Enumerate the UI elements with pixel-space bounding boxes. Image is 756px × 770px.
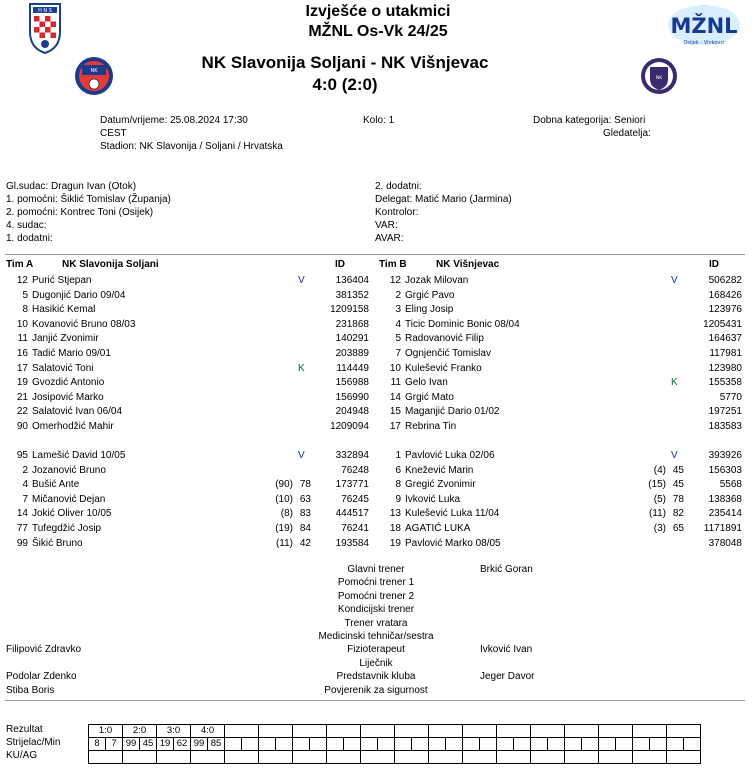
- player-name: Tufegdžić Josip: [32, 523, 102, 534]
- player-mark: V: [671, 275, 678, 286]
- staff-role: Medicinski tehničar/sestra: [318, 631, 434, 642]
- player-number: 8: [395, 479, 401, 491]
- player-row: [379, 507, 744, 520]
- team-b-id-header: ID: [709, 259, 719, 270]
- player-number: 6: [395, 464, 401, 476]
- player-row: [6, 449, 371, 462]
- player-number: 17: [16, 362, 28, 374]
- scorer-cell: [225, 738, 242, 751]
- player-number: 90: [16, 421, 28, 432]
- score-cell: 1:0: [89, 725, 123, 738]
- sub-for: (19): [275, 523, 293, 534]
- score-cell: [497, 725, 531, 738]
- player-id: 197251: [708, 406, 742, 418]
- player-id: 156990: [335, 391, 369, 403]
- sub-minute: 84: [299, 523, 311, 534]
- score-cell: [225, 725, 259, 738]
- player-number: 7: [395, 348, 401, 359]
- team-b-label: Tim B: [379, 259, 407, 270]
- ku-ag-cell: [429, 751, 463, 764]
- player-mark: K: [671, 377, 678, 389]
- scorer-cell: [378, 738, 395, 751]
- player-row: [379, 318, 744, 331]
- player-id: 235414: [708, 508, 742, 520]
- official-right-line: 2. dodatni:: [375, 181, 422, 192]
- official-left-line: 1. dodatni:: [6, 233, 53, 244]
- player-number: 10: [16, 318, 28, 330]
- score-cell: [633, 725, 667, 738]
- score-cell: [361, 725, 395, 738]
- player-name: Šikić Bruno: [32, 537, 83, 549]
- player-name: Ognjenčić Tomislav: [405, 348, 491, 359]
- sub-minute: 65: [672, 523, 684, 534]
- player-name: Mičanović Dejan: [32, 493, 106, 505]
- score-cell: [259, 725, 293, 738]
- player-number: 2: [22, 464, 28, 476]
- team-b-crest: [640, 55, 678, 97]
- ku-ag-cell: [463, 751, 497, 764]
- sub-minute: 82: [672, 508, 684, 520]
- scorer-cell: [548, 738, 565, 751]
- scorer-cell: [429, 738, 446, 751]
- player-row: [379, 522, 744, 535]
- player-name: Janjić Zvonimir: [32, 333, 99, 345]
- player-row: [379, 376, 744, 389]
- ku-ag-cell: [497, 751, 531, 764]
- scorer-cell: 85: [208, 738, 225, 751]
- player-id: 164637: [708, 333, 742, 345]
- sub-for: (4): [653, 464, 666, 476]
- player-row: [6, 537, 371, 550]
- player-name: Jozanović Bruno: [32, 464, 106, 476]
- match-round: Kolo: 1: [363, 115, 395, 126]
- player-number: 9: [395, 493, 401, 505]
- svg-text:H N S: H N S: [38, 8, 52, 14]
- ku-ag-cell: [327, 751, 361, 764]
- match-datetime: Datum/vrijeme: 25.08.2024 17:30: [100, 115, 248, 126]
- staff-role: Liječnik: [359, 657, 393, 669]
- player-row: [379, 347, 744, 360]
- player-number: 16: [16, 348, 28, 359]
- player-number: 14: [16, 508, 28, 520]
- result-label: Rezultat: [6, 724, 43, 735]
- player-row: [6, 507, 371, 520]
- player-name: Pavlović Luka 02/06: [405, 450, 495, 461]
- staff-team-a: Podolar Zdenko: [6, 671, 77, 683]
- player-row: [379, 449, 744, 462]
- scorer-cell: [684, 738, 701, 751]
- player-row: [379, 464, 744, 477]
- player-row: [6, 332, 371, 345]
- official-right-line: AVAR:: [375, 233, 404, 244]
- scorer-cell: [327, 738, 344, 751]
- ku-ag-cell: [667, 751, 701, 764]
- staff-role: Trener vratara: [344, 617, 408, 629]
- player-id: 76248: [341, 464, 369, 476]
- score-cell: 2:0: [123, 725, 157, 738]
- scorer-cell: [310, 738, 327, 751]
- player-name: Maganjić Dario 01/02: [405, 406, 500, 418]
- score-cell: [293, 725, 327, 738]
- staff-role: Pomoćni trener 1: [337, 577, 415, 589]
- score-cell: [395, 725, 429, 738]
- player-id: 114449: [336, 362, 369, 374]
- score-cell: [327, 725, 361, 738]
- player-number: 11: [17, 333, 28, 345]
- player-id: 193584: [335, 537, 369, 549]
- scorer-cell: 62: [174, 738, 191, 751]
- player-number: 5: [22, 289, 28, 301]
- player-row: [379, 332, 744, 345]
- staff-role: Povjerenik za sigurnost: [324, 684, 428, 696]
- official-left-line: 1. pomoćni: Šiklić Tomislav (Županja): [6, 194, 171, 205]
- team-a-crest: [74, 55, 114, 97]
- match-title: NK Slavonija Soljani - NK Višnjevac: [201, 53, 489, 72]
- player-number: 22: [16, 406, 28, 418]
- score-cell: [599, 725, 633, 738]
- sub-for: (15): [648, 479, 666, 491]
- match-timezone: CEST: [100, 128, 127, 139]
- scorer-cell: [361, 738, 378, 751]
- player-name: Kovanović Bruno 08/03: [32, 318, 136, 330]
- ku-ag-cell: [633, 751, 667, 764]
- player-row: [6, 478, 371, 491]
- player-row: [6, 391, 371, 404]
- player-name: Jozak Milovan: [405, 275, 469, 286]
- scorer-cell: [616, 738, 633, 751]
- player-id: 381352: [335, 289, 369, 301]
- ku-ag-cell: [123, 751, 157, 764]
- player-number: 13: [389, 508, 401, 520]
- sub-for: (3): [653, 523, 666, 534]
- player-name: Rebrina Tin: [405, 421, 457, 432]
- score-cell: [531, 725, 565, 738]
- scorer-cell: [242, 738, 259, 751]
- team-a-label: Tim A: [6, 259, 34, 270]
- scorer-cell: [463, 738, 480, 751]
- player-name: Ticic Dominic Bonic 08/04: [405, 318, 520, 330]
- player-name: Ivković Luka: [405, 493, 461, 505]
- scorer-cell: 99: [123, 738, 140, 751]
- player-row: [6, 493, 371, 506]
- player-id: 378048: [708, 537, 742, 549]
- scorer-cell: 19: [157, 738, 174, 751]
- player-number: 21: [16, 391, 28, 403]
- scorer-cell: [633, 738, 650, 751]
- player-id: 76241: [341, 523, 369, 534]
- scorer-cell: [650, 738, 667, 751]
- player-name: Gregić Zvonimir: [405, 479, 476, 491]
- svg-text:MŽNL: MŽNL: [670, 14, 738, 38]
- staff-role: Glavni trener: [347, 564, 405, 575]
- player-name: Bušić Ante: [32, 479, 80, 491]
- player-number: 5: [395, 333, 401, 345]
- player-id: 203889: [335, 348, 369, 359]
- divider: [5, 700, 745, 701]
- player-row: [6, 274, 371, 287]
- ku-ag-cell: [89, 751, 123, 764]
- official-left-line: 2. pomoćni: Kontrec Toni (Osijek): [6, 207, 154, 218]
- player-name: Lamešić David 10/05: [32, 450, 126, 461]
- team-a-name: NK Slavonija Soljani: [62, 259, 159, 270]
- player-number: 77: [16, 523, 28, 534]
- hns-logo: [28, 2, 62, 54]
- scorer-cell: [446, 738, 463, 751]
- sub-minute: 63: [299, 493, 311, 505]
- report-title: Izvješće o utakmici: [305, 3, 451, 20]
- player-row: [379, 362, 744, 375]
- player-name: Eling Josip: [405, 304, 454, 316]
- scorer-cell: 45: [140, 738, 157, 751]
- player-id: 173771: [335, 479, 369, 491]
- player-row: [6, 347, 371, 360]
- player-row: [6, 522, 371, 535]
- player-row: [379, 274, 744, 287]
- ku-ag-cell: [259, 751, 293, 764]
- player-number: 15: [389, 406, 401, 418]
- sub-minute: V: [671, 450, 678, 461]
- ku-ag-cell: [531, 751, 565, 764]
- player-name: Purić Stjepan: [32, 275, 92, 286]
- player-id: 5568: [719, 479, 742, 491]
- player-row: [379, 405, 744, 418]
- ku-ag-cell: [225, 751, 259, 764]
- player-row: [6, 464, 371, 477]
- player-id: 1209094: [330, 421, 369, 432]
- player-number: 95: [16, 450, 28, 461]
- scorer-cell: [480, 738, 497, 751]
- player-number: 19: [389, 537, 401, 549]
- divider: [5, 254, 745, 255]
- scorer-cell: [395, 738, 412, 751]
- player-name: Tadić Mario 09/01: [32, 348, 111, 359]
- svg-text:Osijek - Vinkovci: Osijek - Vinkovci: [683, 40, 725, 46]
- scorer-cell: [293, 738, 310, 751]
- scorer-cell: [412, 738, 429, 751]
- score-cell: 3:0: [157, 725, 191, 738]
- official-right-line: Kontrolor:: [375, 207, 419, 218]
- competition-title: MŽNL Os-Vk 24/25: [308, 23, 448, 40]
- svg-text:NK: NK: [655, 76, 663, 81]
- player-row: [379, 537, 744, 550]
- player-number: 3: [395, 304, 401, 316]
- staff-team-b: Brkić Goran: [480, 564, 533, 575]
- age-category: Dobna kategorija: Seniori: [533, 115, 646, 126]
- player-mark: V: [298, 275, 305, 286]
- player-name: Gvozdić Antonio: [32, 377, 105, 389]
- player-id: 506282: [708, 275, 742, 286]
- staff-team-a: Filipović Zdravko: [6, 644, 82, 656]
- player-name: Pavlović Marko 08/05: [405, 537, 501, 549]
- player-row: [6, 303, 371, 316]
- staff-role: Fizioterapeut: [347, 644, 405, 656]
- player-id: 155358: [708, 377, 742, 389]
- sub-minute: 78: [672, 493, 684, 505]
- sub-for: (11): [648, 508, 666, 520]
- player-name: Gelo Ivan: [405, 377, 448, 389]
- player-number: 4: [22, 479, 28, 491]
- ku-ag-label: KU/AG: [6, 750, 38, 761]
- sub-for: (10): [275, 493, 293, 505]
- player-name: Jokić Oliver 10/05: [32, 508, 112, 520]
- staff-role: Kondicijski trener: [337, 604, 415, 616]
- staff-role: Predstavnik kluba: [336, 671, 416, 683]
- player-name: Hasikić Kemal: [32, 304, 96, 316]
- player-name: Radovanović Filip: [405, 333, 484, 345]
- player-id: 5770: [719, 391, 742, 403]
- score-cell: [463, 725, 497, 738]
- official-left-line: 4. sudac:: [6, 220, 47, 231]
- sub-minute: 83: [299, 508, 311, 520]
- player-name: Knežević Marin: [405, 464, 474, 476]
- ku-ag-cell: [599, 751, 633, 764]
- scorer-cell: 99: [191, 738, 208, 751]
- staff-role: Pomoćni trener 2: [337, 590, 415, 602]
- staff-team-a: Stiba Boris: [6, 684, 55, 696]
- player-id: 136404: [335, 275, 369, 286]
- player-id: 183583: [708, 421, 742, 432]
- scorer-label: Strijelac/Min: [6, 737, 61, 748]
- scorer-cell: [531, 738, 548, 751]
- sub-minute: 45: [672, 464, 684, 476]
- score-cell: [565, 725, 599, 738]
- scorer-cell: [497, 738, 514, 751]
- ku-ag-cell: [395, 751, 429, 764]
- player-name: Salatović Toni: [32, 362, 94, 374]
- player-row: [379, 420, 744, 433]
- player-id: 123980: [708, 362, 742, 374]
- player-row: [6, 318, 371, 331]
- player-number: 19: [16, 377, 28, 389]
- player-id: 117981: [709, 348, 742, 359]
- ku-ag-cell: [191, 751, 225, 764]
- official-left-line: Gl.sudac: Dragun Ivan (Otok): [6, 181, 137, 192]
- score-cell: [667, 725, 701, 738]
- player-number: 4: [395, 318, 401, 330]
- scorer-cell: [259, 738, 276, 751]
- player-id: 76245: [341, 493, 369, 505]
- sub-for: (90): [275, 479, 293, 491]
- scorer-cell: [276, 738, 293, 751]
- result-grid: [88, 724, 701, 764]
- scorer-cell: [667, 738, 684, 751]
- score-cell: 4:0: [191, 725, 225, 738]
- player-name: AGATIĆ LUKA: [405, 523, 471, 534]
- player-id: 138368: [708, 493, 742, 505]
- scorer-cell: 7: [106, 738, 123, 751]
- player-name: Kulešević Luka 11/04: [405, 508, 500, 520]
- player-number: 11: [390, 377, 401, 389]
- player-id: 332894: [335, 450, 369, 461]
- player-id: 1205431: [703, 318, 742, 330]
- official-right-line: VAR:: [375, 220, 398, 231]
- player-name: Dugonjić Dario 09/04: [32, 289, 126, 301]
- player-id: 156988: [335, 377, 369, 389]
- player-id: 393926: [708, 450, 742, 461]
- player-number: 17: [389, 421, 401, 432]
- staff-team-b: Ivković Ivan: [480, 644, 533, 656]
- svg-text:NK: NK: [90, 68, 98, 74]
- player-id: 444517: [335, 508, 369, 520]
- scorer-cell: [582, 738, 599, 751]
- player-number: 14: [389, 391, 401, 403]
- sub-for: (5): [653, 493, 666, 505]
- official-right-line: Delegat: Matić Mario (Jarmina): [375, 194, 512, 205]
- scorer-cell: [599, 738, 616, 751]
- sub-minute: 45: [672, 479, 684, 491]
- player-number: 1: [395, 450, 401, 461]
- player-row: [6, 362, 371, 375]
- scorer-cell: [514, 738, 531, 751]
- player-row: [6, 420, 371, 433]
- player-row: [6, 405, 371, 418]
- ku-ag-cell: [293, 751, 327, 764]
- player-row: [6, 376, 371, 389]
- scorer-cell: 8: [89, 738, 106, 751]
- player-id: 123976: [708, 304, 742, 316]
- score-cell: [429, 725, 463, 738]
- player-name: Josipović Marko: [32, 391, 104, 403]
- sub-for: (11): [275, 537, 293, 549]
- player-id: 1209158: [330, 304, 369, 316]
- player-id: 168426: [708, 289, 742, 301]
- player-id: 140291: [335, 333, 369, 345]
- player-mark: K: [298, 362, 305, 374]
- player-id: 231868: [335, 318, 369, 330]
- player-name: Grgić Pavo: [405, 289, 455, 301]
- player-number: 10: [389, 362, 401, 374]
- ku-ag-cell: [361, 751, 395, 764]
- spectators: Gledatelja:: [603, 128, 651, 139]
- player-row: [379, 493, 744, 506]
- player-number: 7: [22, 493, 28, 505]
- player-number: 2: [395, 289, 401, 301]
- player-number: 12: [389, 275, 401, 286]
- sub-minute: V: [298, 450, 305, 461]
- ku-ag-cell: [565, 751, 599, 764]
- player-number: 8: [22, 304, 28, 316]
- player-id: 156303: [708, 464, 742, 476]
- match-score: 4:0 (2:0): [312, 75, 378, 94]
- player-row: [379, 391, 744, 404]
- sub-for: (8): [280, 508, 293, 520]
- sub-minute: 42: [299, 537, 311, 549]
- player-name: Grgić Mato: [405, 391, 454, 403]
- player-id: 1171891: [703, 523, 742, 534]
- player-name: Salatović Ivan 06/04: [32, 406, 123, 418]
- player-number: 18: [389, 523, 401, 534]
- mznl-logo: [666, 2, 742, 48]
- team-b-name: NK Višnjevac: [436, 259, 500, 270]
- player-number: 12: [16, 275, 28, 286]
- player-row: [379, 289, 744, 302]
- player-row: [379, 303, 744, 316]
- player-name: Kulešević Franko: [405, 362, 482, 374]
- scorer-cell: [344, 738, 361, 751]
- player-row: [6, 289, 371, 302]
- sub-minute: 78: [299, 479, 311, 491]
- player-number: 99: [16, 537, 28, 549]
- player-row: [379, 478, 744, 491]
- player-name: Omerhodžić Mahir: [32, 421, 114, 432]
- match-stadium: Stadion: NK Slavonija / Soljani / Hrvatska: [100, 141, 283, 152]
- player-id: 204948: [335, 406, 369, 418]
- scorer-cell: [565, 738, 582, 751]
- team-a-id-header: ID: [335, 259, 345, 270]
- staff-team-b: Jeger Davor: [480, 671, 535, 683]
- ku-ag-cell: [157, 751, 191, 764]
